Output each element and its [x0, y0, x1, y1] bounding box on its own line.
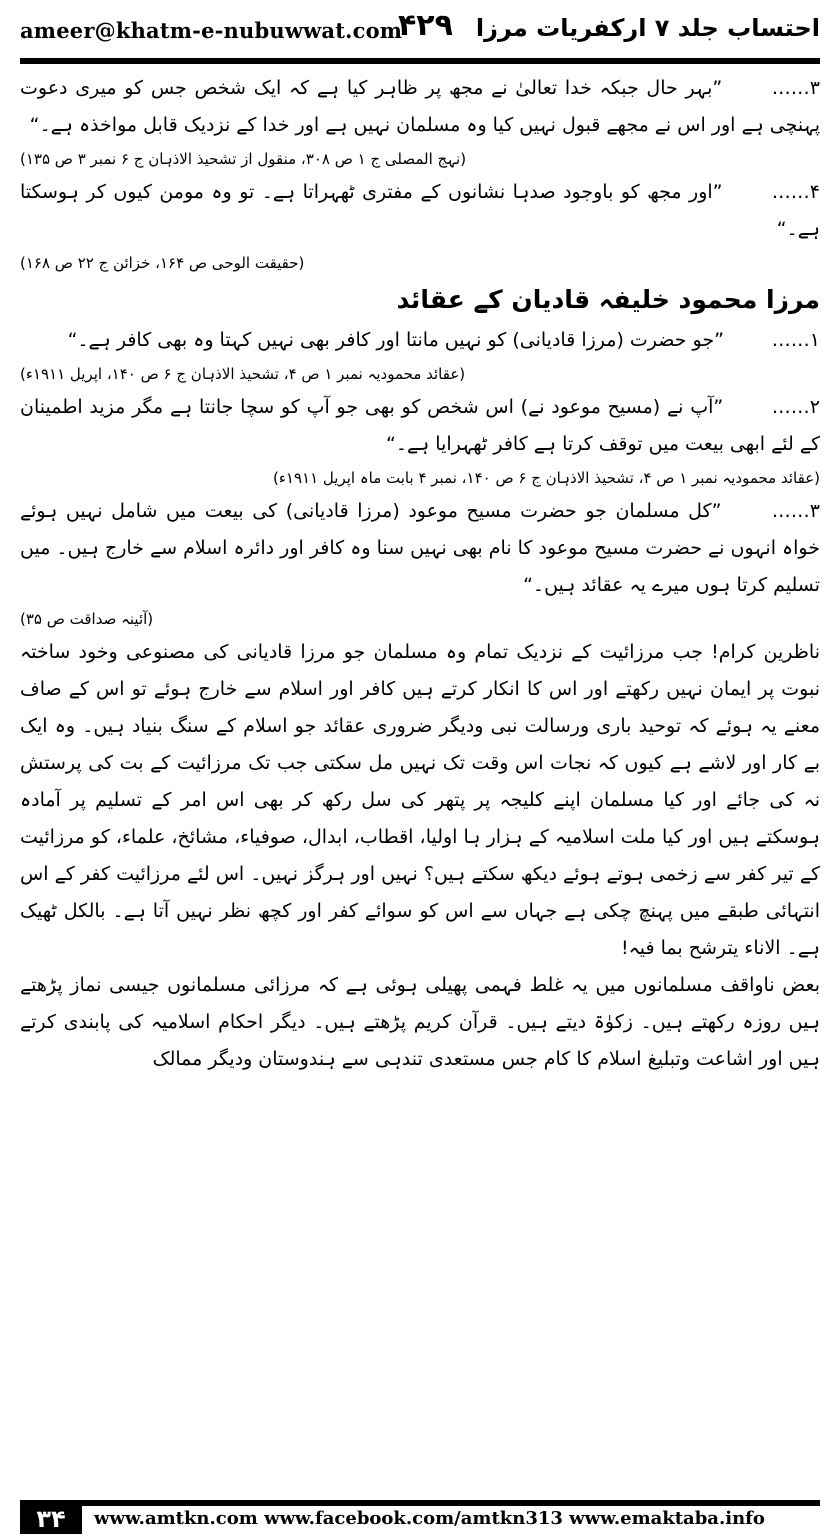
- mahmood-quote-1-reference: (عقائد محمودیہ نمبر ۱ ص ۴، تشحیذ الاذہان ج ۶ ص ۱۴۰، اپریل ۱۹۱۱ء): [20, 365, 466, 383]
- quote-4: [20, 174, 820, 248]
- mahmood-quote-3-number: ۳……: [771, 500, 820, 522]
- quote-3-reference: (نہج المصلی ج ۱ ص ۳۰۸، منقول از تشحیذ الاذہان ج ۶ نمبر ۳ ص ۱۳۵): [20, 150, 467, 168]
- mahmood-quote-1: [20, 322, 820, 359]
- footer-page-number: ۳۴: [20, 1504, 82, 1534]
- page-header: [20, 8, 820, 56]
- page-body: [20, 70, 820, 1078]
- paragraph-2: بعض ناواقف مسلمانوں میں یہ غلط فہمی پھیلی ہوئی ہے کہ مرزائی مسلمانوں جیسی نماز پڑھتے ہیں روزہ رکھتے ہیں۔ زکوٰۃ دیتے ہیں۔ قرآن کریم پڑھتے ہیں۔ دیگر احکام اسلامیہ کی پابندی کرتے ہیں اور اشاعت وتبلیغ اسلام کا کام جس مستعدی تندہی سے ہندوستان ودیگر ممالک: [20, 974, 820, 1070]
- paragraph-1: ناظرین کرام! جب مرزائیت کے نزدیک تمام وہ مسلمان جو مرزا قادیانی کی مصنوعی وخود ساختہ نبوت پر ایمان نہیں رکھتے اور اس کا انکار کرتے ہیں کافر اور اسلام سے خارج ہوئے تو اس کے صاف معنے یہ ہوئے کہ توحید باری ورسالت نبی ودیگر ضروری عقائد جو اسلام کے سنگ بنیاد ہیں۔ وہ ایک بے کار اور لاشے ہے کیوں کہ نجات اس وقت تک نہیں مل سکتی جب تک مرزائیت کے بت کی پرستش نہ کی جائے اور کیا مسلمان اپنے کلیجہ پر پتھر کی سل رکھ کر بھی اس امر کے تسلیم پر آمادہ ہوسکتے ہیں اور کیا ملت اسلامیہ کے ہزار ہا اولیا، اقطاب، ابدال، صوفیاء، مشائخ، علماء، کو مرزائیت کے تیر کفر سے زخمی ہوتے ہوئے دیکھ سکتے ہیں؟ نہیں اور ہرگز نہیں۔ اس لئے مرزائیت کفر کے اس انتہائی طبقے میں پہنچ چکی ہے جہاں سے اس کو سوائے کفر اور کچھ نظر نہیں آتا ہے۔ بالکل ٹھیک ہے۔ الاناء یترشح بما فیہ!: [20, 641, 820, 959]
- mahmood-quote-2-text: ”آپ نے (مسیح موعود نے) اس شخص کو بھی جو آپ کو سچا جانتا ہے مگر مزید اطمینان کے لئے ابھی بیعت میں توقف کرتا ہے کافر ٹھہرایا ہے۔“: [20, 396, 820, 455]
- mahmood-quote-2: [20, 389, 820, 463]
- header-email[interactable]: ameer@khatm-e-nubuwwat.com: [20, 18, 403, 43]
- quote-4-text: ”اور مجھ کو باوجود صدہا نشانوں کے مفتری ٹھہراتا ہے۔ تو وہ مومن کیوں کر ہوسکتا ہے۔“: [20, 181, 820, 240]
- mahmood-quote-3: [20, 493, 820, 604]
- header-rule: [20, 58, 820, 64]
- quote-3: [20, 70, 820, 144]
- footer-rule: [20, 1500, 820, 1506]
- mahmood-quote-2-reference: (عقائد محمودیہ نمبر ۱ ص ۴، تشحیذ الاذہان ج ۶ ص ۱۴۰، نمبر ۴ بابت ماہ اپریل ۱۹۱۱ء): [273, 469, 820, 487]
- quote-3-number: ۳……: [771, 77, 820, 99]
- mahmood-quote-1-number: ۱……: [771, 329, 820, 351]
- section-heading: مرزا محمود خلیفہ قادیان کے عقائد: [396, 285, 820, 314]
- mahmood-quote-3-text: ”کل مسلمان جو حضرت مسیح موعود (مرزا قادیانی) کی بیعت میں شامل نہیں ہوئے خواہ انہوں نے حضرت مسیح موعود کا نام بھی نہیں سنا وہ کافر اور دائرہ اسلام سے خارج ہیں۔ میں تسلیم کرتا ہوں میرے یہ عقائد ہیں۔“: [20, 500, 820, 596]
- quote-4-number: ۴……: [771, 181, 820, 203]
- mahmood-quote-1-text: ”جو حضرت (مرزا قادیانی) کو نہیں مانتا اور کافر بھی نہیں کہتا وہ بھی کافر ہے۔“: [67, 329, 724, 351]
- quote-3-text: ”بہر حال جبکہ خدا تعالیٰ نے مجھ پر ظاہر کیا ہے کہ ایک شخص جس کو میری دعوت پہنچی ہے اور اس نے مجھے قبول نہیں کیا وہ مسلمان نہیں ہے اور خدا کے نزدیک قابل مواخذہ ہے۔“: [20, 77, 820, 136]
- mahmood-quote-2-number: ۲……: [771, 396, 820, 418]
- footer-links[interactable]: www.amtkn.com www.facebook.com/amtkn313 www.emaktaba.info: [94, 1508, 765, 1529]
- mahmood-quote-3-reference: (آئینہ صداقت ص ۳۵): [20, 610, 154, 628]
- header-title: احتساب جلد ۷ ارکفریات مرزا: [475, 14, 820, 42]
- header-page-number: ۴۲۹: [398, 8, 453, 43]
- quote-4-reference: (حقیقت الوحی ص ۱۶۴، خزائن ج ۲۲ ص ۱۶۸): [20, 254, 305, 272]
